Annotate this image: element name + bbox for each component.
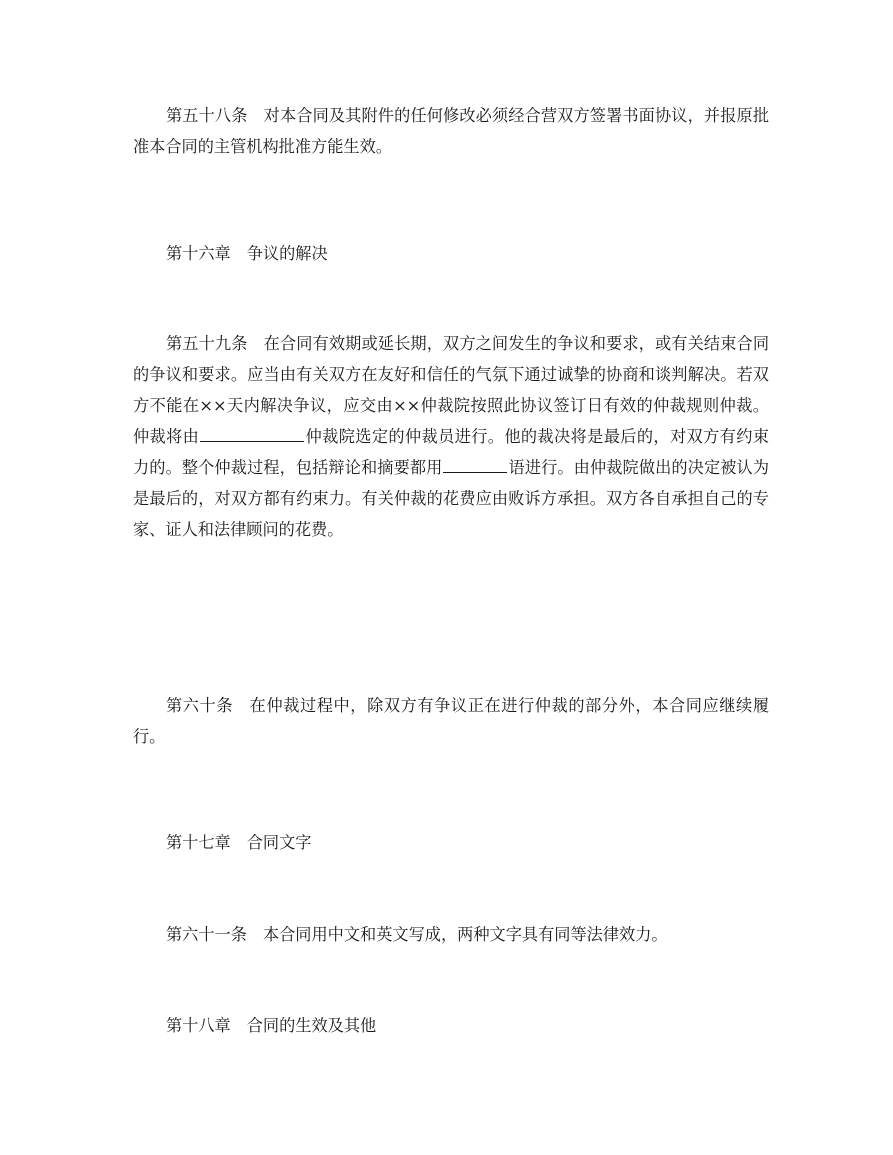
chapter-16-title: 争议的解决 xyxy=(246,244,328,263)
chapter-18-heading xyxy=(133,1010,769,1041)
article-61-number: 第六十一条 xyxy=(166,925,247,944)
article-61 xyxy=(133,919,769,950)
article-59-text-part3: 语进行。由仲裁院做出的决定被认为是最后的，对双方都有约束力。有关仲裁的花费应由败诉方承担。双方各自承担自己的专家、证人和法律顾问的花费。 xyxy=(133,458,770,539)
chapter-17-heading xyxy=(133,827,769,858)
article-58-number: 第五十八条 xyxy=(166,106,248,125)
article-59-text-part1: 在合同有效期或延长期，双方之间发生的争议和要求，或有关结束合同的争议和要求。应当由有关双方在友好和信任的气氛下通过诚挚的协商和谈判解决。若双方不能在××天内解决争议，应交由××仲裁院按照此协议签订日有效的仲裁规则仲裁。仲裁将由 xyxy=(133,334,770,446)
article-60-text: 在仲裁过程中，除双方有争议正在进行仲裁的部分外，本合同应继续履行。 xyxy=(133,696,770,746)
chapter-18-number: 第十八章 xyxy=(166,1016,231,1035)
article-60-number: 第六十条 xyxy=(166,696,234,715)
chapter-18-title: 合同的生效及其他 xyxy=(246,1016,377,1035)
article-58-text: 对本合同及其附件的任何修改必须经合营双方签署书面协议，并报原批准本合同的主管机构批准方能生效。 xyxy=(133,106,770,156)
article-60 xyxy=(133,690,769,752)
article-59 xyxy=(133,328,769,545)
chapter-17-title: 合同文字 xyxy=(246,833,312,852)
article-59-text-part2: 仲裁院选定的仲裁员进行。他的裁决将是最后的，对双方有约束力的。整个仲裁过程，包括辩论和摘要都用 xyxy=(133,427,769,477)
article-58 xyxy=(133,100,769,162)
chapter-17-number: 第十七章 xyxy=(166,833,231,852)
article-61-text: 本合同用中文和英文写成，两种文字具有同等法律效力。 xyxy=(262,925,668,944)
arbitration-institution-blank xyxy=(200,424,304,442)
chapter-16-heading xyxy=(133,238,769,269)
article-59-number: 第五十九条 xyxy=(166,334,248,353)
chapter-16-number: 第十六章 xyxy=(166,244,231,263)
arbitration-language-blank xyxy=(443,455,507,473)
